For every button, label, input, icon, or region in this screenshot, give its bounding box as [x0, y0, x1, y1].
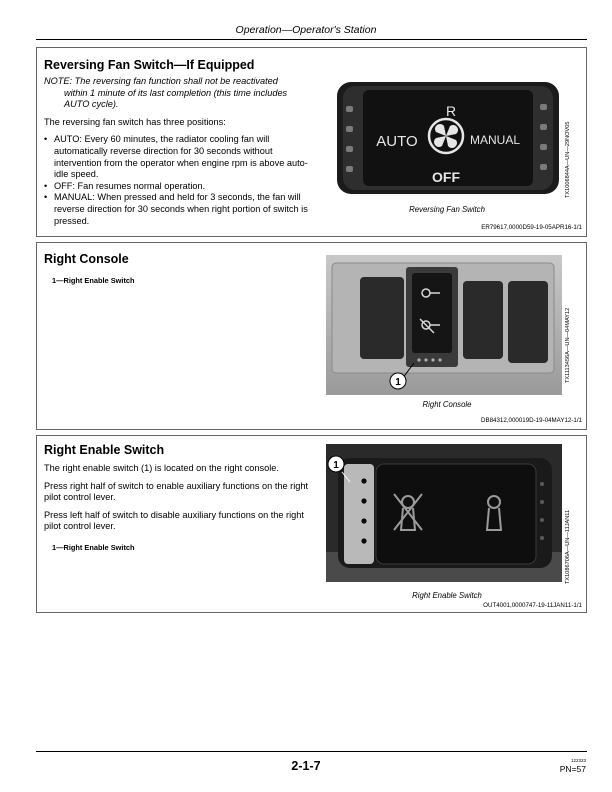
figure-tag: TX1006844A—UN—29NOV05	[565, 121, 571, 198]
pn-number: PN=57	[559, 764, 586, 774]
paragraph: Press left half of switch to disable auxiliary functions on the right pilot control lever.	[44, 509, 304, 532]
figure-tag: TX1113456A—UN—04MAY12	[565, 307, 571, 383]
manual-label: MANUAL	[469, 133, 521, 147]
figure-legend: 1—Right Enable Switch	[52, 543, 135, 552]
reference-code: ER79617,0000D59-19-05APR16-1/1	[481, 224, 582, 231]
section-title: Reversing Fan Switch—If Equipped	[44, 58, 255, 72]
footer-rule	[36, 751, 587, 752]
running-header: Operation—Operator's Station	[235, 24, 377, 36]
paragraph: The right enable switch (1) is located on the right console.	[44, 463, 279, 473]
list-item: • AUTO: Every 60 minutes, the radiator cooling fan will automatically reverse direction for 30 seconds without intervention from the operator when engine rpm is above auto-idle speed.	[44, 134, 314, 180]
reference-code: OUT4001,0000747-19-11JAN11-1/1	[483, 602, 582, 609]
paragraph: Press right half of switch to enable auxiliary functions on the right pilot control lever.	[44, 480, 309, 503]
auto-label: AUTO	[376, 133, 418, 150]
r-label: R	[445, 103, 457, 119]
section-right-enable-switch	[36, 435, 587, 613]
list-item: • OFF: Fan resumes normal operation.	[44, 181, 314, 193]
position-list	[44, 134, 314, 227]
section-right-console	[36, 242, 587, 430]
figure-legend: 1—Right Enable Switch	[52, 276, 135, 285]
right-enable-switch-photo	[326, 444, 562, 582]
note	[44, 76, 314, 111]
reference-code: DB84312,000019D-19-04MAY12-1/1	[480, 417, 582, 424]
callout-number: 1	[333, 460, 339, 471]
page-number: 2-1-7	[291, 759, 321, 773]
footer-code: 122323	[570, 758, 586, 763]
figure-caption: Reversing Fan Switch	[409, 205, 485, 214]
header-rule	[36, 39, 587, 40]
note-first-line: NOTE: The reversing fan function shall not be reactivated	[44, 76, 278, 86]
section-title: Right Enable Switch	[44, 443, 165, 457]
note-continuation: within 1 minute of its last completion (this time includes AUTO cycle).	[64, 87, 288, 110]
right-console-photo	[326, 255, 562, 395]
section-body	[44, 76, 314, 227]
intro-text: The reversing fan switch has three positions:	[44, 116, 226, 127]
list-item: • MANUAL: When pressed and held for 3 seconds, the fan will reverse direction for 30 seconds when right portion of switch is pressed.	[44, 192, 314, 227]
section-reversing-fan	[36, 47, 587, 237]
section-title: Right Console	[44, 252, 129, 266]
figure-caption: Right Console	[422, 400, 472, 409]
off-label: OFF	[432, 169, 460, 185]
callout-number: 1	[395, 377, 401, 388]
section-body	[44, 463, 316, 539]
reversing-fan-switch-photo	[333, 76, 563, 201]
figure-caption: Right Enable Switch	[412, 591, 482, 600]
figure-tag: TX1086706A—UN—11JAN11	[565, 509, 571, 584]
